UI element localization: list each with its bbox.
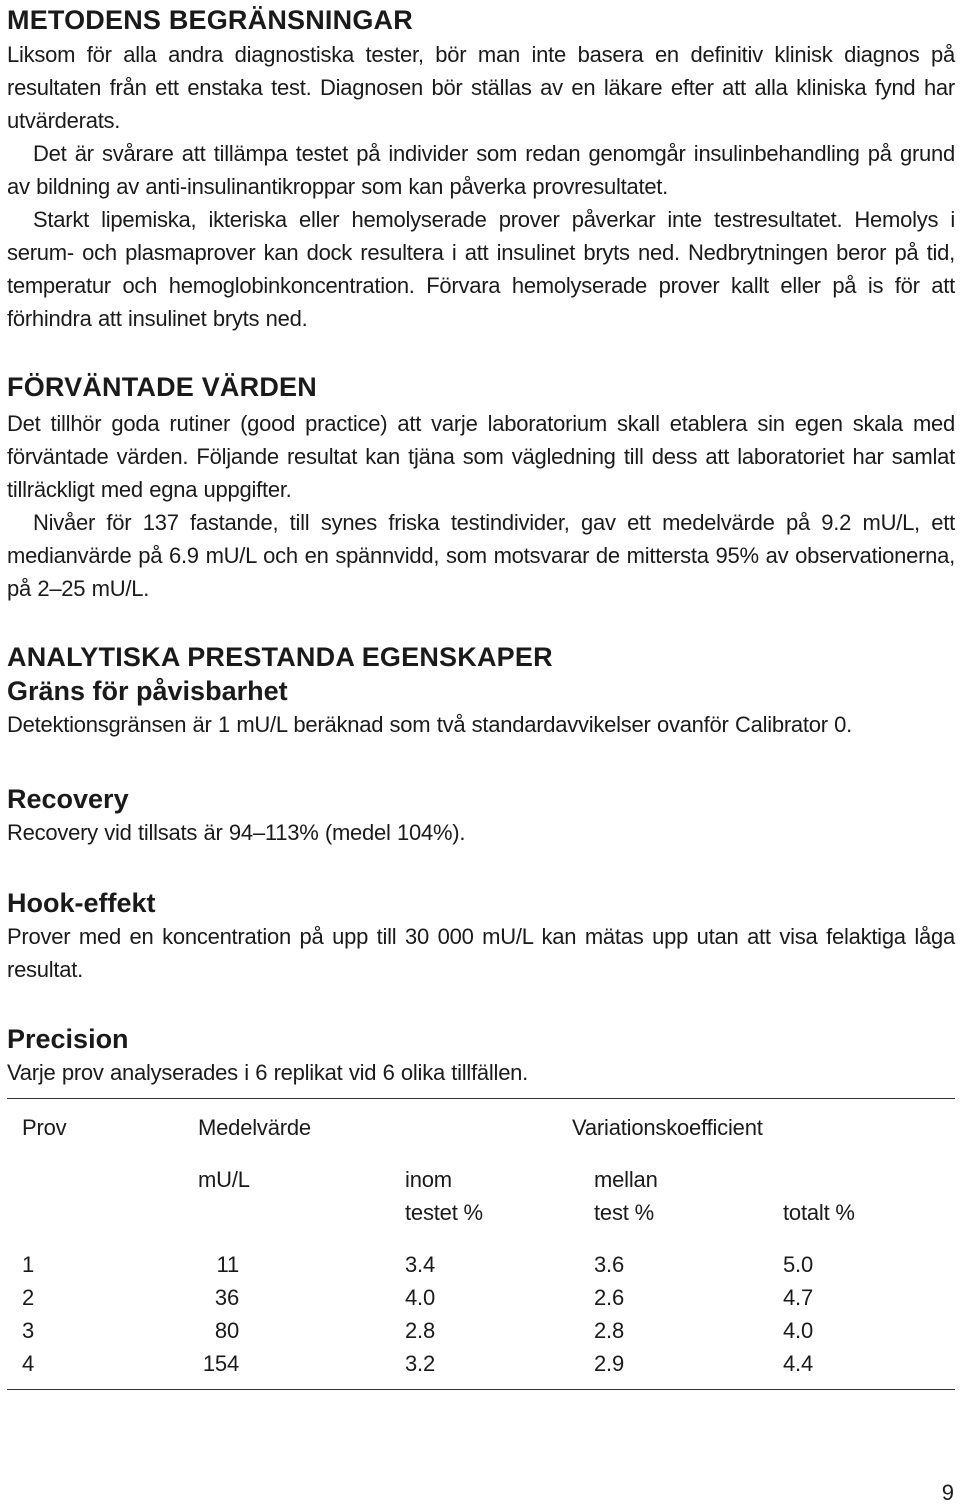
cell-totalt: 4.7 [783, 1285, 813, 1310]
cell-mellan: 2.9 [594, 1351, 624, 1376]
paragraph: Starkt lipemiska, ikteriska eller hemolyserade prover påverkar inte testresultatet. Hemolys i serum- och plasmaprover kan dock resultera i att insulinet bryts ned. Nedbrytningen beror på tid, temperatur och hemoglobinkoncentration. Förvara hemolyserade prover kallt eller på is för att förhindra att insulinet bryts ned. [7, 207, 955, 331]
cell-prov: 1 [22, 1252, 35, 1277]
section-heading: FÖRVÄNTADE VÄRDEN [7, 372, 317, 402]
section-precision [7, 1022, 528, 1089]
subsection-heading: Recovery [7, 784, 129, 814]
section-heading: ANALYTISKA PRESTANDA EGENSKAPER [7, 642, 553, 672]
paragraph: Det tillhör goda rutiner (good practice) att varje laboratorium skall etablera sin egen skala med förväntade värden. Följande resultat kan tjäna som vägledning till dess att laboratoriet har samlat tillräckligt med egna uppgifter. [7, 411, 955, 502]
paragraph: Det är svårare att tillämpa testet på individer som redan genomgår insulinbehandling på grund av bildning av anti-insulinantikroppar som kan påverka provresultatet. [7, 141, 955, 199]
precision-table [7, 1098, 955, 1390]
cell-medel: 80 [214, 1318, 239, 1343]
paragraph: Prover med en koncentration på upp till 30 000 mU/L kan mätas upp utan att visa felaktiga låga resultat. [7, 924, 955, 982]
cell-inom: 4.0 [405, 1285, 435, 1310]
section-analytiska-prestanda [7, 640, 852, 741]
column-header-inom: inom [405, 1167, 452, 1192]
subsection-heading: Hook-effekt [7, 888, 156, 918]
subsection-heading: Gräns för påvisbarhet [7, 676, 288, 706]
cell-mellan: 2.8 [594, 1318, 624, 1343]
paragraph: Liksom för alla andra diagnostiska tester, bör man inte basera en definitiv klinisk diagnos på resultaten från ett enstaka test. Diagnosen bör ställas av en läkare efter att alla kliniska fynd har utvärderats. [7, 42, 955, 133]
cell-medel: 36 [214, 1285, 239, 1310]
section-forvantade-varden [7, 370, 955, 605]
column-header-testet: testet % [405, 1200, 483, 1225]
cell-mellan: 3.6 [594, 1252, 624, 1277]
cell-mellan: 2.6 [594, 1285, 624, 1310]
subsection-heading: Precision [7, 1024, 129, 1054]
cell-totalt: 4.4 [783, 1351, 813, 1376]
column-header-totalt: totalt % [783, 1200, 855, 1225]
cell-inom: 3.2 [405, 1351, 435, 1376]
paragraph: Nivåer för 137 fastande, till synes friska testindivider, gav ett medelvärde på 9.2 mU/L, ett medianvärde på 6.9 mU/L och en spännvidd, som motsvarar de mittersta 95% av observationerna, på 2–25 mU/L. [7, 510, 955, 601]
cell-prov: 3 [22, 1318, 35, 1343]
cell-medel: 11 [216, 1252, 239, 1277]
cell-inom: 3.4 [405, 1252, 435, 1277]
cell-medel: 154 [202, 1351, 239, 1376]
column-header-medelvarde: Medelvärde [198, 1115, 311, 1140]
column-header-prov: Prov [22, 1115, 67, 1140]
paragraph: Detektionsgränsen är 1 mU/L beräknad som två standardavvikelser ovanför Calibrator 0. [7, 712, 853, 737]
cell-prov: 2 [22, 1285, 35, 1310]
section-recovery [7, 782, 465, 849]
page-number: 9 [941, 1480, 954, 1505]
paragraph: Varje prov analyserades i 6 replikat vid 6 olika tillfällen. [7, 1060, 529, 1085]
section-hook-effekt [7, 886, 955, 986]
section-metodens-begransningar [7, 3, 955, 335]
cell-totalt: 4.0 [783, 1318, 813, 1343]
column-unit-mul: mU/L [198, 1167, 250, 1192]
cell-totalt: 5.0 [783, 1252, 813, 1277]
cell-inom: 2.8 [405, 1318, 435, 1343]
section-heading: METODENS BEGRÄNSNINGAR [7, 5, 413, 35]
cell-prov: 4 [22, 1351, 35, 1376]
paragraph: Recovery vid tillsats är 94–113% (medel 104%). [7, 820, 466, 845]
column-header-test: test % [594, 1200, 654, 1225]
column-header-mellan: mellan [594, 1167, 658, 1192]
column-header-variationskoefficient: Variationskoefficient [572, 1115, 763, 1140]
